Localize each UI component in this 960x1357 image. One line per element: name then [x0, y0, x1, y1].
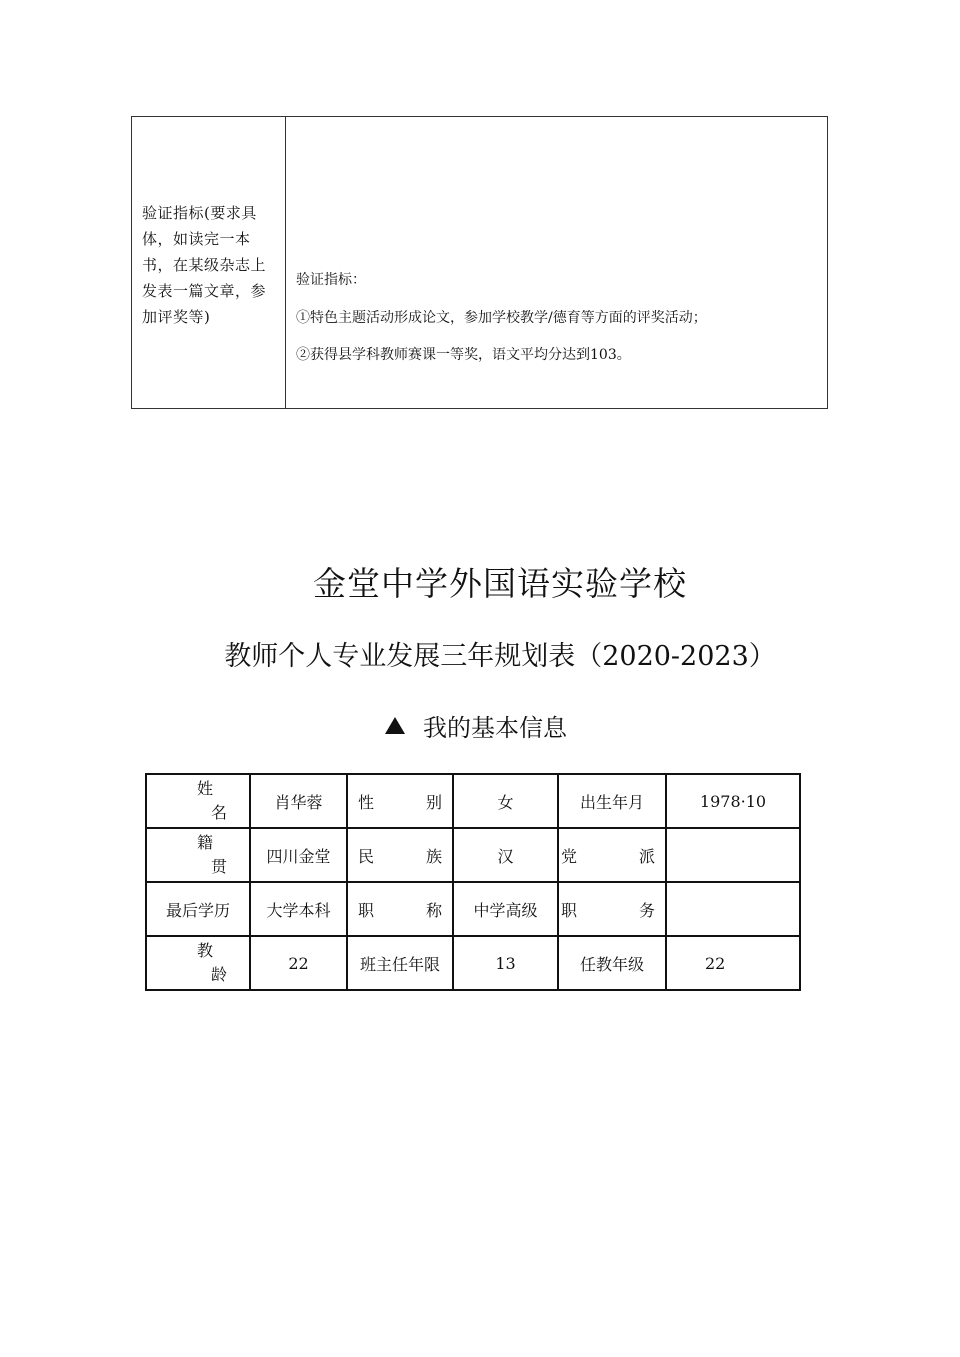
birth-value: 1978·10 — [666, 774, 800, 828]
ethnic-label: 民 族 — [347, 828, 453, 882]
gender-value: 女 — [453, 774, 558, 828]
teaching-age-value: 22 — [250, 936, 347, 990]
name-label: 姓 名 — [146, 774, 250, 828]
verification-item-2: ②获得县学科教师赛课一等奖，语文平均分达到103。 — [296, 347, 631, 363]
post-label: 职 务 — [558, 882, 666, 936]
head-teacher-value: 13 — [453, 936, 558, 990]
ethnic-value: 汉 — [453, 828, 558, 882]
title-label: 职 称 — [347, 882, 453, 936]
birth-label: 出生年月 — [558, 774, 666, 828]
origin-label: 籍 贯 — [146, 828, 250, 882]
gender-label: 性 别 — [347, 774, 453, 828]
table-row — [146, 936, 800, 990]
post-value — [666, 882, 800, 936]
verification-table — [131, 116, 828, 409]
section-heading — [385, 708, 567, 743]
name-value: 肖华蓉 — [250, 774, 347, 828]
plan-title: 教师个人专业发展三年规划表（2020-2023） — [224, 641, 776, 672]
party-label: 党 派 — [558, 828, 666, 882]
school-title: 金堂中学外国语实验学校 — [313, 564, 687, 603]
section-title: 我的基本信息 — [423, 714, 567, 742]
verification-content — [286, 117, 827, 408]
education-label: 最后学历 — [146, 882, 250, 936]
table-row — [146, 774, 800, 828]
origin-value: 四川金堂 — [250, 828, 347, 882]
basic-info-table — [145, 773, 801, 991]
triangle-icon — [385, 717, 405, 734]
head-teacher-label: 班主任年限 — [347, 936, 453, 990]
table-row — [146, 882, 800, 936]
verification-item-1: ①特色主题活动形成论文，参加学校教学/德育等方面的评奖活动； — [296, 310, 707, 326]
teaching-age-label: 教 龄 — [146, 936, 250, 990]
party-value — [666, 828, 800, 882]
table-row — [146, 828, 800, 882]
grade-label: 任教年级 — [558, 936, 666, 990]
verification-label: 验证指标(要求具体，如读完一本书，在某级杂志上发表一篇文章，参加评奖等) — [132, 117, 286, 408]
education-value: 大学本科 — [250, 882, 347, 936]
grade-value: 22 — [666, 936, 800, 990]
verification-heading: 验证指标： — [296, 272, 366, 288]
title-value: 中学高级 — [453, 882, 558, 936]
